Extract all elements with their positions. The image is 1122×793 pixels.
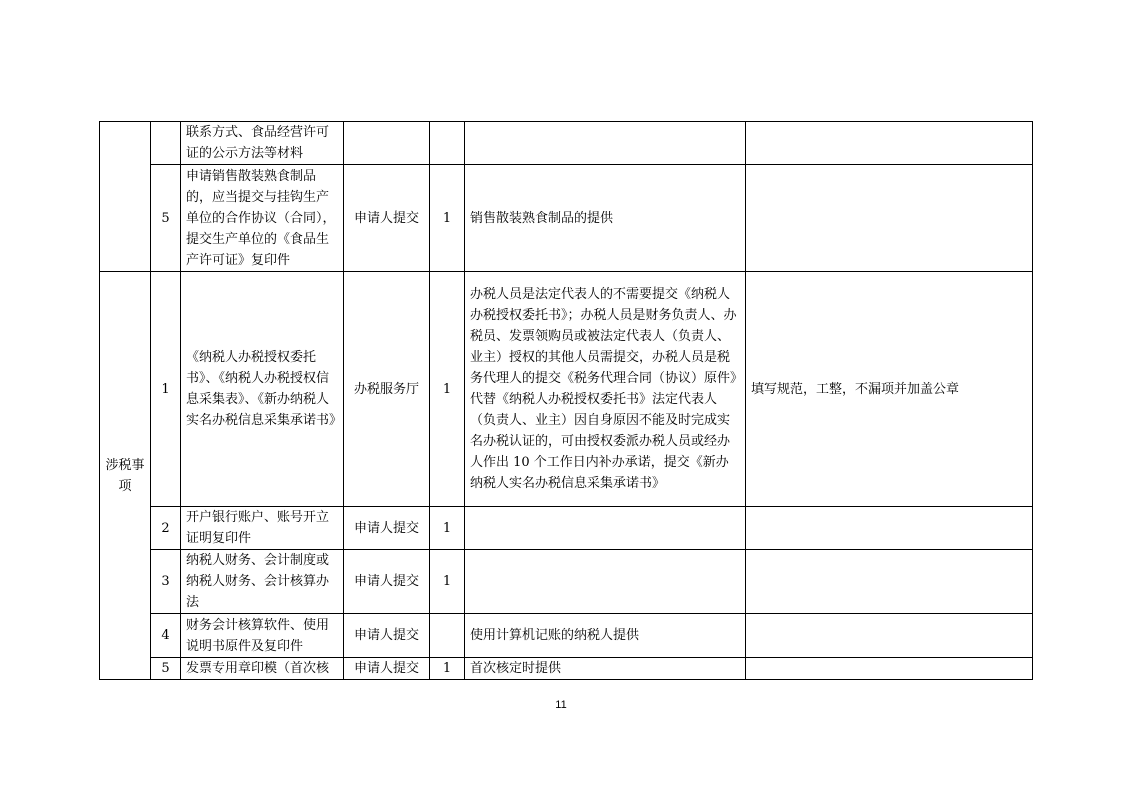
material-name-cell: 纳税人财务、会计制度或纳税人财务、会计核算办法 <box>181 550 344 614</box>
category-cell <box>100 122 151 272</box>
description-cell: 使用计算机记账的纳税人提供 <box>465 614 746 658</box>
number-cell: 5 <box>151 658 181 680</box>
source-cell: 申请人提交 <box>344 614 430 658</box>
material-name-cell: 联系方式、食品经营许可证的公示方法等材料 <box>181 122 344 165</box>
source-cell: 申请人提交 <box>344 165 430 272</box>
quantity-cell: 1 <box>430 165 465 272</box>
material-name-cell: 申请销售散装熟食制品的，应当提交与挂钩生产单位的合作协议（合同），提交生产单位的《食品生产许可证》复印件 <box>181 165 344 272</box>
materials-table <box>99 121 1033 680</box>
table-row <box>100 507 1033 550</box>
table-row <box>100 165 1033 272</box>
number-cell: 1 <box>151 272 181 507</box>
description-cell: 销售散装熟食制品的提供 <box>465 165 746 272</box>
table-row <box>100 614 1033 658</box>
requirement-cell <box>746 507 1033 550</box>
number-cell: 2 <box>151 507 181 550</box>
description-cell <box>465 550 746 614</box>
table-row <box>100 272 1033 507</box>
quantity-cell: 1 <box>430 550 465 614</box>
table-row <box>100 122 1033 165</box>
number-cell: 4 <box>151 614 181 658</box>
quantity-cell: 1 <box>430 507 465 550</box>
page-number: 11 <box>555 699 567 711</box>
quantity-cell: 1 <box>430 272 465 507</box>
table-row <box>100 658 1033 680</box>
quantity-cell <box>430 122 465 165</box>
material-name-cell: 开户银行账户、账号开立证明复印件 <box>181 507 344 550</box>
requirement-cell <box>746 122 1033 165</box>
description-cell <box>465 507 746 550</box>
description-cell <box>465 122 746 165</box>
quantity-cell <box>430 614 465 658</box>
category-cell: 涉税事项 <box>100 272 151 680</box>
source-cell: 申请人提交 <box>344 550 430 614</box>
material-name-cell: 发票专用章印模（首次核 <box>181 658 344 680</box>
source-cell <box>344 122 430 165</box>
description-cell: 首次核定时提供 <box>465 658 746 680</box>
source-cell: 申请人提交 <box>344 507 430 550</box>
requirement-cell <box>746 614 1033 658</box>
material-name-cell: 财务会计核算软件、使用说明书原件及复印件 <box>181 614 344 658</box>
quantity-cell: 1 <box>430 658 465 680</box>
description-cell: 办税人员是法定代表人的不需要提交《纳税人办税授权委托书》；办税人员是财务负责人、办税员、发票领购员或被法定代表人（负责人、业主）授权的其他人员需提交，办税人员是税务代理人的提交《税务代理合同（协议）原件》代替《纳税人办税授权委托书》法定代表人（负责人、业主）因自身原因不能及时完成实名办税认证的，可由授权委派办税人员或经办人作出 10 个工作日内补办承诺，提交《新办纳税人实名办税信息采集承诺书》 <box>465 272 746 507</box>
requirement-cell <box>746 165 1033 272</box>
table-row <box>100 550 1033 614</box>
requirement-cell <box>746 550 1033 614</box>
source-cell: 办税服务厅 <box>344 272 430 507</box>
number-cell <box>151 122 181 165</box>
number-cell: 5 <box>151 165 181 272</box>
source-cell: 申请人提交 <box>344 658 430 680</box>
material-name-cell: 《纳税人办税授权委托书》、《纳税人办税授权信息采集表》、《新办纳税人实名办税信息采集承诺书》 <box>181 272 344 507</box>
number-cell: 3 <box>151 550 181 614</box>
requirement-cell <box>746 658 1033 680</box>
requirement-cell: 填写规范，工整，不漏项并加盖公章 <box>746 272 1033 507</box>
